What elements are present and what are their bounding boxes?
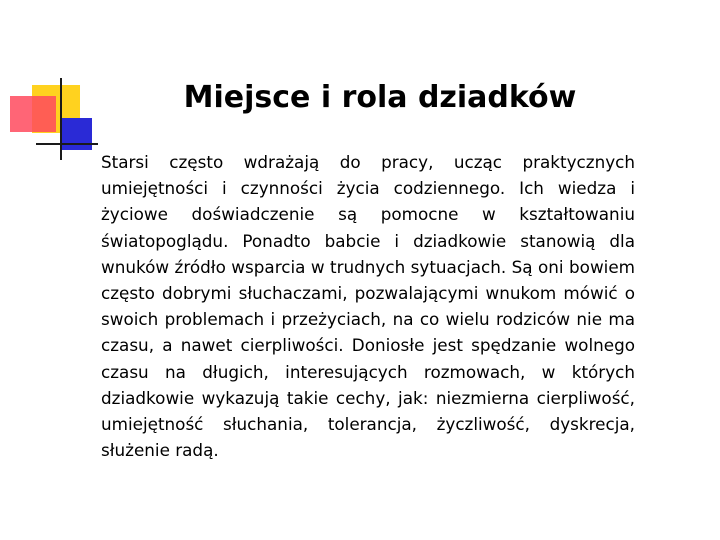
vertical-line-icon bbox=[60, 78, 62, 160]
horizontal-line-icon bbox=[36, 143, 98, 145]
slide-title: Miejsce i rola dziadków bbox=[183, 80, 577, 115]
red-square-icon bbox=[10, 96, 56, 132]
blue-square-icon bbox=[62, 118, 92, 150]
slide-body-text: Starsi często wdrażają do pracy, ucząc praktycznych umiejętności i czynności życia codziennego. Ich wiedza i życiowe doświadczenie są pomocne w kształtowaniu światopoglądu. Ponadto babcie i dziadkowie stanowią dla wnuków źródło wsparcia w trudnych sytuacjach. Są oni bowiem często dobrymi słuchaczami, pozwalającymi wnukom mówić o swoich problemach i przeżyciach, na co wielu rodziców nie ma czasu, a nawet cierpliwości. Doniosłe jest spędzanie wolnego czasu na długich, interesujących rozmowach, w których dziadkowie wykazują takie cechy, jak: niezmierna cierpliwość, umiejętność słuchania, tolerancja, życzliwość, dyskrecja, służenie radą. bbox=[101, 152, 635, 461]
